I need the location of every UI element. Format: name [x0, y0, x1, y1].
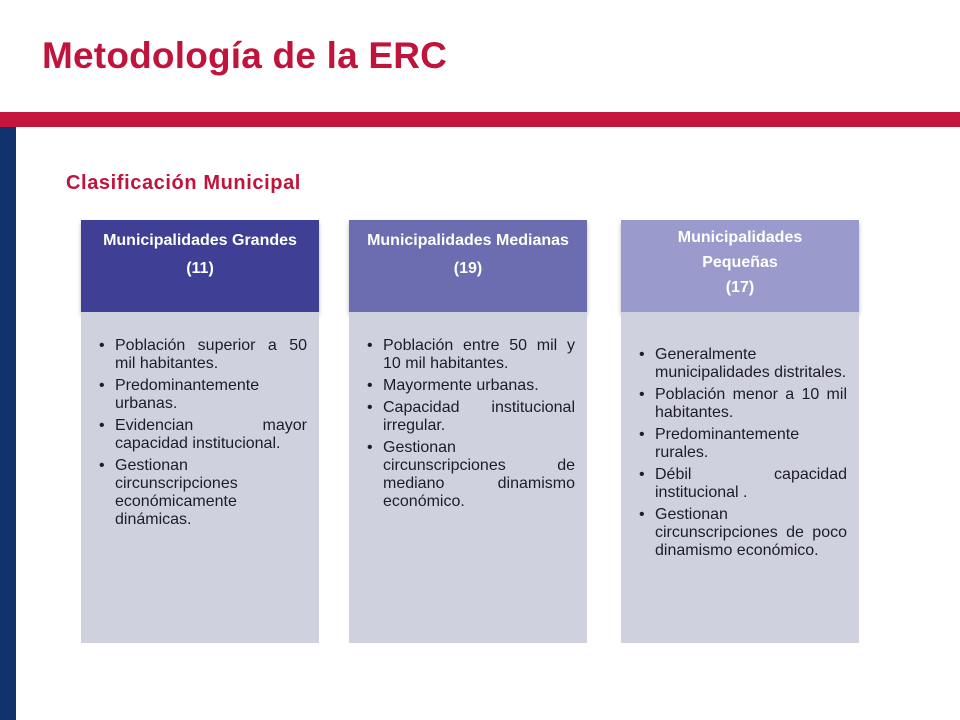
card-heading-line2: Pequeñas — [702, 254, 778, 271]
card-heading: Municipalidades — [677, 229, 803, 246]
card-count: (11) — [186, 260, 214, 277]
list-item: • Población superior a 50 mil habitantes. — [99, 337, 307, 373]
card-small-municipalities — [621, 220, 859, 643]
left-accent-bar — [0, 127, 16, 720]
card-body — [81, 312, 319, 643]
list-item: • Generalmente municipalidades distritales. — [639, 346, 847, 382]
slide-title: Metodología de la ERC — [42, 35, 448, 76]
card-large-municipalities — [81, 220, 319, 643]
card-body — [621, 312, 859, 643]
list-item: • Gestionan circunscripciones de poco dinamismo económico. — [639, 506, 847, 560]
card-count: (17) — [725, 279, 755, 296]
list-item: • Gestionan circunscripciones económicamente dinámicas. — [99, 457, 307, 529]
list-item: • Población entre 50 mil y 10 mil habitantes. — [367, 337, 575, 373]
card-header — [81, 220, 319, 312]
header-divider-bar — [0, 112, 960, 127]
card-medium-municipalities — [349, 220, 587, 643]
card-header — [621, 220, 859, 312]
card-count: (19) — [453, 260, 483, 277]
list-item: • Mayormente urbanas. — [367, 377, 575, 395]
list-item: • Débil capacidad institucional . — [639, 466, 847, 502]
list-item: • Población menor a 10 mil habitantes. — [639, 386, 847, 422]
card-heading: Municipalidades Medianas — [367, 232, 569, 249]
card-header — [349, 220, 587, 312]
card-body — [349, 312, 587, 643]
list-item: • Capacidad institucional irregular. — [367, 399, 575, 435]
list-item: • Predominantemente urbanas. — [99, 377, 307, 413]
card-heading: Municipalidades Grandes — [103, 232, 297, 249]
list-item: • Evidencian mayor capacidad institucional. — [99, 417, 307, 453]
list-item: • Gestionan circunscripciones de mediano dinamismo económico. — [367, 439, 575, 511]
section-subtitle: Clasificación Municipal — [66, 172, 301, 194]
list-item: • Predominantemente rurales. — [639, 426, 847, 462]
